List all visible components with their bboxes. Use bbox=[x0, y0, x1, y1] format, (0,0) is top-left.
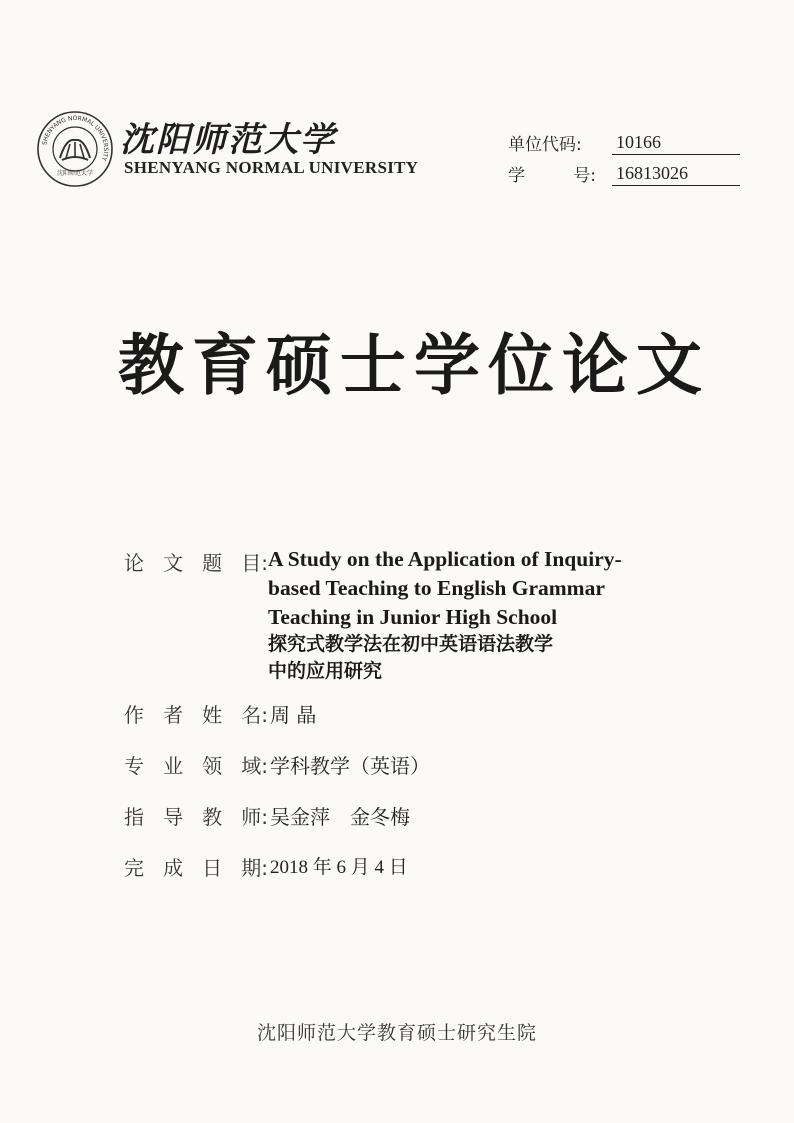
title-label: 论 文 题 目: bbox=[124, 551, 268, 575]
author-row bbox=[124, 699, 688, 728]
advisor-value: 吴金萍 金冬梅 bbox=[270, 805, 410, 829]
thesis-title-en-line: based Teaching to English Grammar bbox=[268, 576, 605, 600]
student-id-label-char: 学 bbox=[508, 166, 525, 186]
major-label: 专 业 领 域: bbox=[124, 754, 268, 778]
thesis-title-en-line: A Study on the Application of Inquiry- bbox=[268, 547, 622, 571]
university-name-en: SHENYANG NORMAL UNIVERSITY bbox=[124, 158, 419, 177]
student-id-label-char: 号: bbox=[573, 166, 596, 186]
logo-bottom-text: 沈阳师范大学 bbox=[56, 170, 94, 177]
university-name-cn: 沈阳师范大学 bbox=[120, 120, 336, 160]
unit-code-row bbox=[508, 124, 740, 155]
advisor-row bbox=[124, 801, 688, 830]
major-row bbox=[124, 750, 688, 779]
thesis-info bbox=[124, 544, 688, 881]
logo-ring-text: SHENYANG NORMAL UNIVERSITY bbox=[41, 114, 110, 162]
student-id-label bbox=[508, 161, 596, 186]
unit-code-value: 10166 bbox=[612, 132, 740, 155]
university-logo bbox=[36, 110, 114, 188]
thesis-title-en-line: Teaching in Junior High School bbox=[268, 605, 558, 629]
major-value: 学科教学（英语） bbox=[270, 754, 430, 778]
author-value: 周 晶 bbox=[270, 703, 317, 727]
date-label: 完 成 日 期: bbox=[124, 856, 268, 880]
thesis-type-title: 教育硕士学位论文 bbox=[118, 327, 710, 404]
graduate-school-footer: 沈阳师范大学教育硕士研究生院 bbox=[256, 1022, 537, 1044]
author-label: 作 者 姓 名: bbox=[124, 703, 268, 727]
date-value: 2018 年 6 月 4 日 bbox=[270, 857, 408, 878]
advisor-label: 指 导 教 师: bbox=[124, 805, 268, 829]
thesis-title-cn-line: 中的应用研究 bbox=[268, 660, 383, 682]
thesis-title-cn-line: 探究式教学法在初中英语语法教学 bbox=[268, 633, 554, 655]
code-block bbox=[508, 124, 740, 186]
date-row bbox=[124, 852, 688, 881]
title-row bbox=[124, 544, 688, 685]
unit-code-label: 单位代码: bbox=[508, 135, 582, 155]
thesis-title bbox=[268, 544, 688, 685]
student-id-row bbox=[508, 155, 740, 186]
student-id-value: 16813026 bbox=[612, 163, 740, 186]
